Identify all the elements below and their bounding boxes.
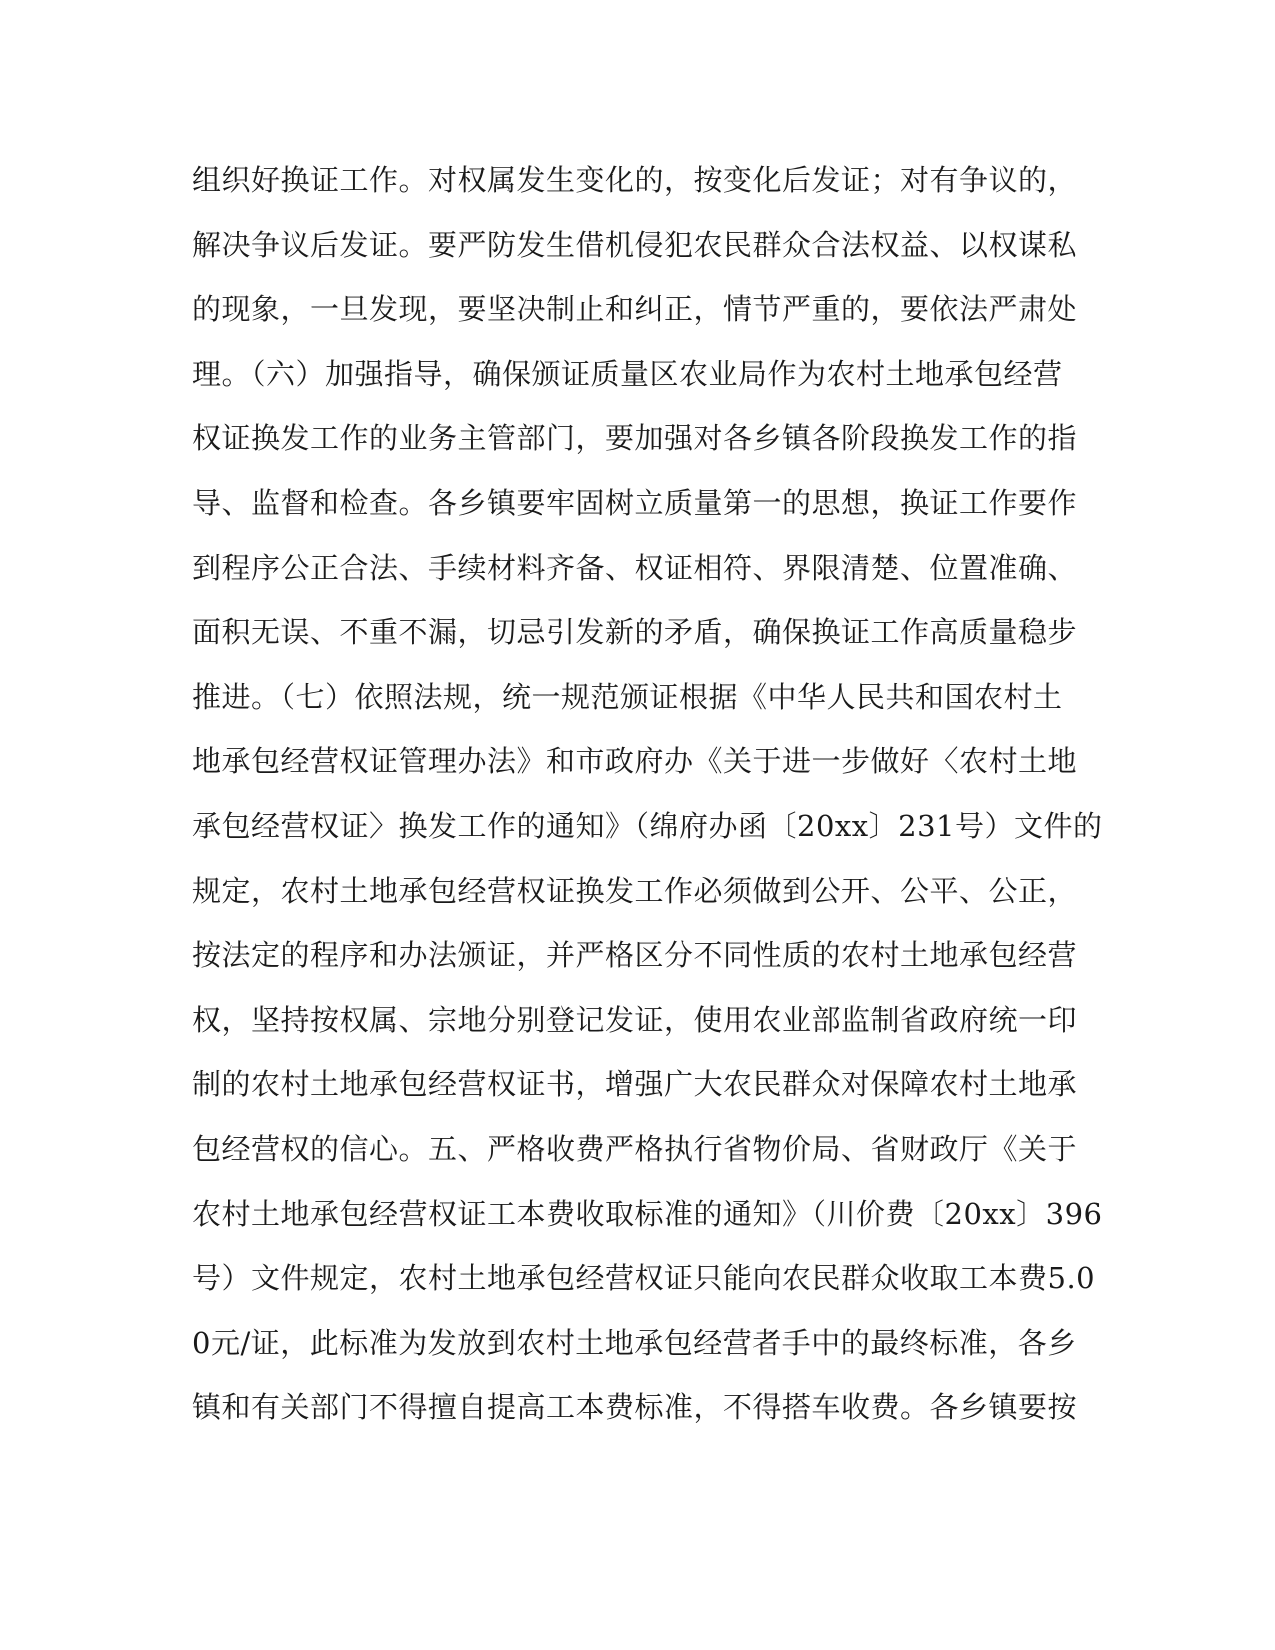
text-line: 镇和有关部门不得擅自提高工本费标准，不得搭车收费。各乡镇要按 [192, 1390, 1078, 1425]
text-line: 0元/证，此标准为发放到农村土地承包经营者手中的最终标准，各乡 [192, 1325, 1077, 1360]
text-line: 导、监督和检查。各乡镇要牢固树立质量第一的思想，换证工作要作 [192, 485, 1078, 520]
text-line: 制的农村土地承包经营权证书，增强广大农民群众对保障农村土地承 [192, 1067, 1078, 1102]
text-line: 农村土地承包经营权证工本费收取标准的通知》（川价费〔20xx〕396 [192, 1196, 1103, 1231]
text-line: 的现象，一旦发现，要坚决制止和纠正，情节严重的，要依法严肃处 [192, 292, 1078, 327]
text-line: 地承包经营权证管理办法》和市政府办《关于进一步做好〈农村土地 [192, 744, 1078, 779]
text-line: 按法定的程序和办法颁证，并严格区分不同性质的农村土地承包经营 [192, 938, 1078, 973]
text-line: 承包经营权证〉换发工作的通知》（绵府办函〔20xx〕231号）文件的 [192, 808, 1103, 843]
body-text [192, 160, 1103, 1452]
text-line: 组织好换证工作。对权属发生变化的，按变化后发证；对有争议的， [192, 163, 1078, 197]
text-line: 理。（六）加强指导，确保颁证质量区农业局作为农村土地承包经营 [192, 356, 1063, 391]
text-line: 权，坚持按权属、宗地分别登记发证，使用农业部监制省政府统一印 [192, 1002, 1078, 1037]
text-line: 包经营权的信心。五、严格收费严格执行省物价局、省财政厅《关于 [192, 1131, 1078, 1166]
text-line: 权证换发工作的业务主管部门，要加强对各乡镇各阶段换发工作的指 [192, 421, 1078, 456]
text-line: 推进。（七）依照法规，统一规范颁证根据《中华人民共和国农村土 [192, 679, 1063, 714]
text-line: 面积无误、不重不漏，切忌引发新的矛盾，确保换证工作高质量稳步 [192, 615, 1078, 650]
text-line: 规定，农村土地承包经营权证换发工作必须做到公开、公平、公正， [192, 873, 1078, 908]
text-line: 号）文件规定，农村土地承包经营权证只能向农民群众收取工本费5.0 [192, 1261, 1096, 1296]
text-line: 解决争议后发证。要严防发生借机侵犯农民群众合法权益、以权谋私 [192, 227, 1078, 262]
text-line: 到程序公正合法、手续材料齐备、权证相符、界限清楚、位置准确、 [192, 550, 1078, 585]
